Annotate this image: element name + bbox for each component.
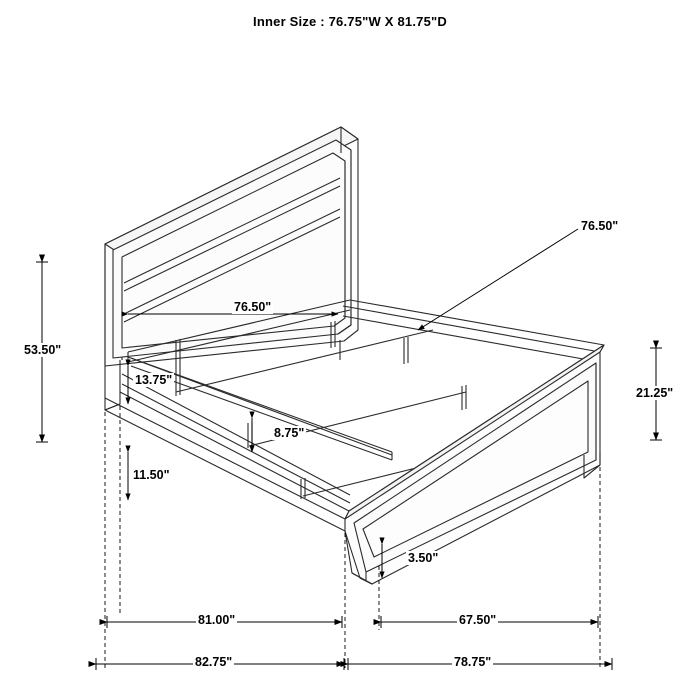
dim-overall-length-inner: 81.00": [198, 613, 236, 627]
dim-slat-height: 8.75": [274, 426, 305, 440]
dim-footboard-clearance: 3.50": [408, 551, 439, 565]
dim-footboard-height: 21.25": [636, 386, 674, 400]
dim-side-rail-top-height: 13.75": [135, 373, 173, 387]
dim-headboard-width: 76.50": [234, 300, 272, 314]
dim-rail-bottom-height: 11.50": [133, 468, 170, 482]
dim-overall-length-outer: 82.75": [195, 655, 233, 669]
dim-footboard-width-outer: 78.75": [454, 655, 492, 669]
dim-footboard-width-inner: 67.50": [459, 613, 497, 627]
dim-footboard-rail-width: 76.50": [581, 219, 619, 233]
page-title: Inner Size : 76.75"W X 81.75"D: [253, 14, 447, 29]
dim-headboard-height: 53.50": [24, 343, 62, 357]
bed-outline: [105, 127, 604, 584]
